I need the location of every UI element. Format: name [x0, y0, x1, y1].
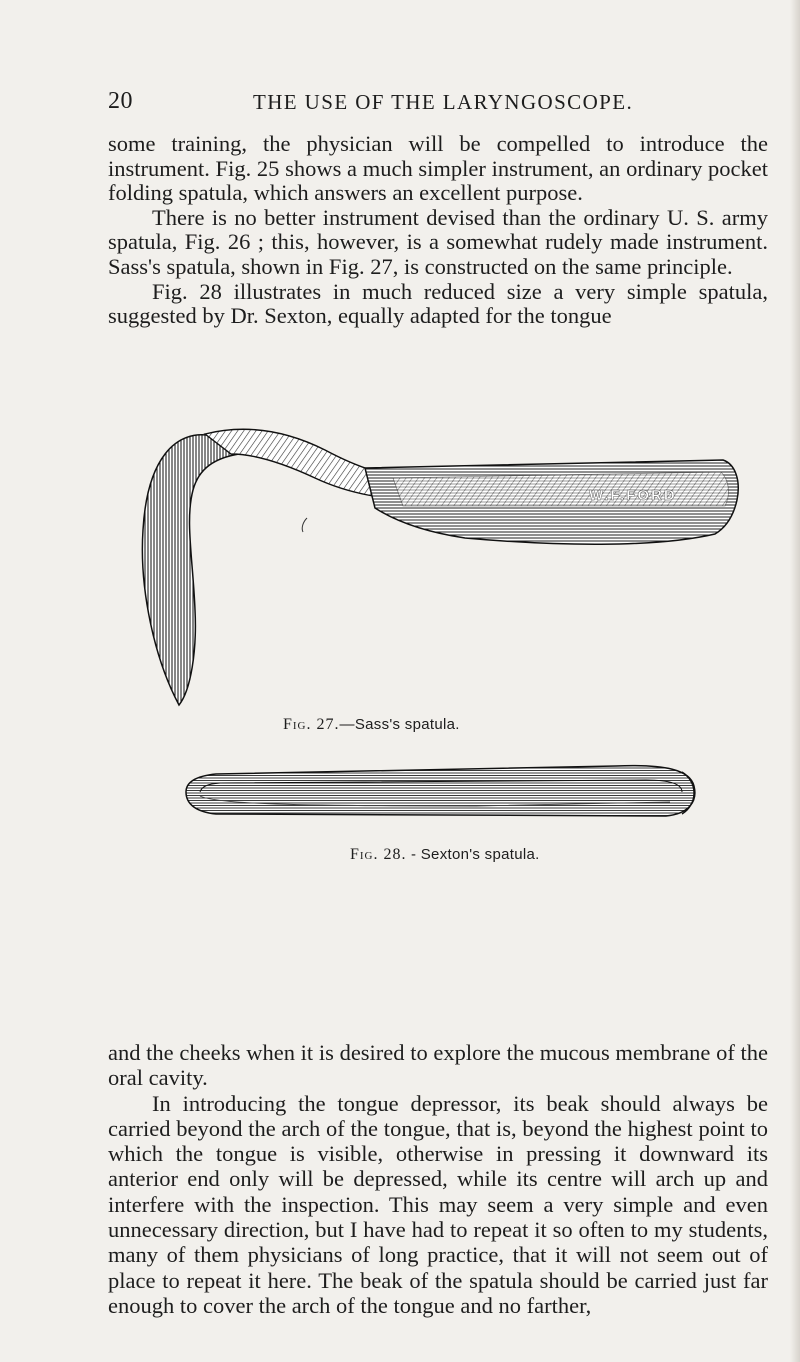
paragraph: In introducing the tongue depressor, its beak should always be carried beyond the arch of the tongue, that is, beyond the highest point to which the tongue is visible, otherwise in pressing it downward its anterior end only will be depressed, while its centre will arch up and interfere with the inspection. This may seem a very simple and even unnecessary direction, but I have had to repeat it so often to my students, many of them physicians of long practice, that it will not seem out of place to repeat it here. The beak of the spatula should be carried just far enough to cover the arch of the tongue and no farther, [108, 1090, 768, 1318]
paragraph: some training, the physician will be compelled to introduce the instrument. Fig. 25 shows a much simpler instrument, an ordinary pocket folding spatula, which answers an excellent purpose. [108, 131, 768, 206]
page-number: 20 [108, 88, 133, 114]
figure-27-sass-spatula [135, 420, 745, 710]
caption-text: - Sexton's spatula. [410, 846, 540, 863]
body-text-top [108, 132, 768, 329]
paragraph: and the cheeks when it is desired to explore the mucous membrane of the oral cavity. [108, 1040, 768, 1091]
figure-27-caption [283, 716, 460, 734]
figure-28-sexton-spatula [176, 762, 706, 820]
figure-label: Fig. 28. [350, 846, 407, 863]
sexton-spatula-illustration [176, 762, 706, 820]
figure-28-caption [350, 846, 540, 864]
body-text-bottom [108, 1040, 768, 1318]
caption-text: —Sass's spatula. [339, 716, 460, 733]
running-head: THE USE OF THE LARYNGOSCOPE. [253, 90, 634, 114]
page-header [108, 88, 768, 118]
maker-engraving: W.F.FORD [589, 487, 677, 504]
paragraph: There is no better instrument devised than the ordinary U. S. army spatula, Fig. 26 ; this, however, is a somewhat rudely made instrument. Sass's spatula, shown in Fig. 27, is constructed on the same principle. [108, 204, 768, 279]
sass-spatula-illustration [135, 420, 745, 710]
page-edge-shadow [790, 0, 800, 1362]
paragraph: Fig. 28 illustrates in much reduced size a very simple spatula, suggested by Dr. Sexton, equally adapted for the tongue [108, 278, 768, 329]
figure-label: Fig. 27. [283, 716, 340, 733]
